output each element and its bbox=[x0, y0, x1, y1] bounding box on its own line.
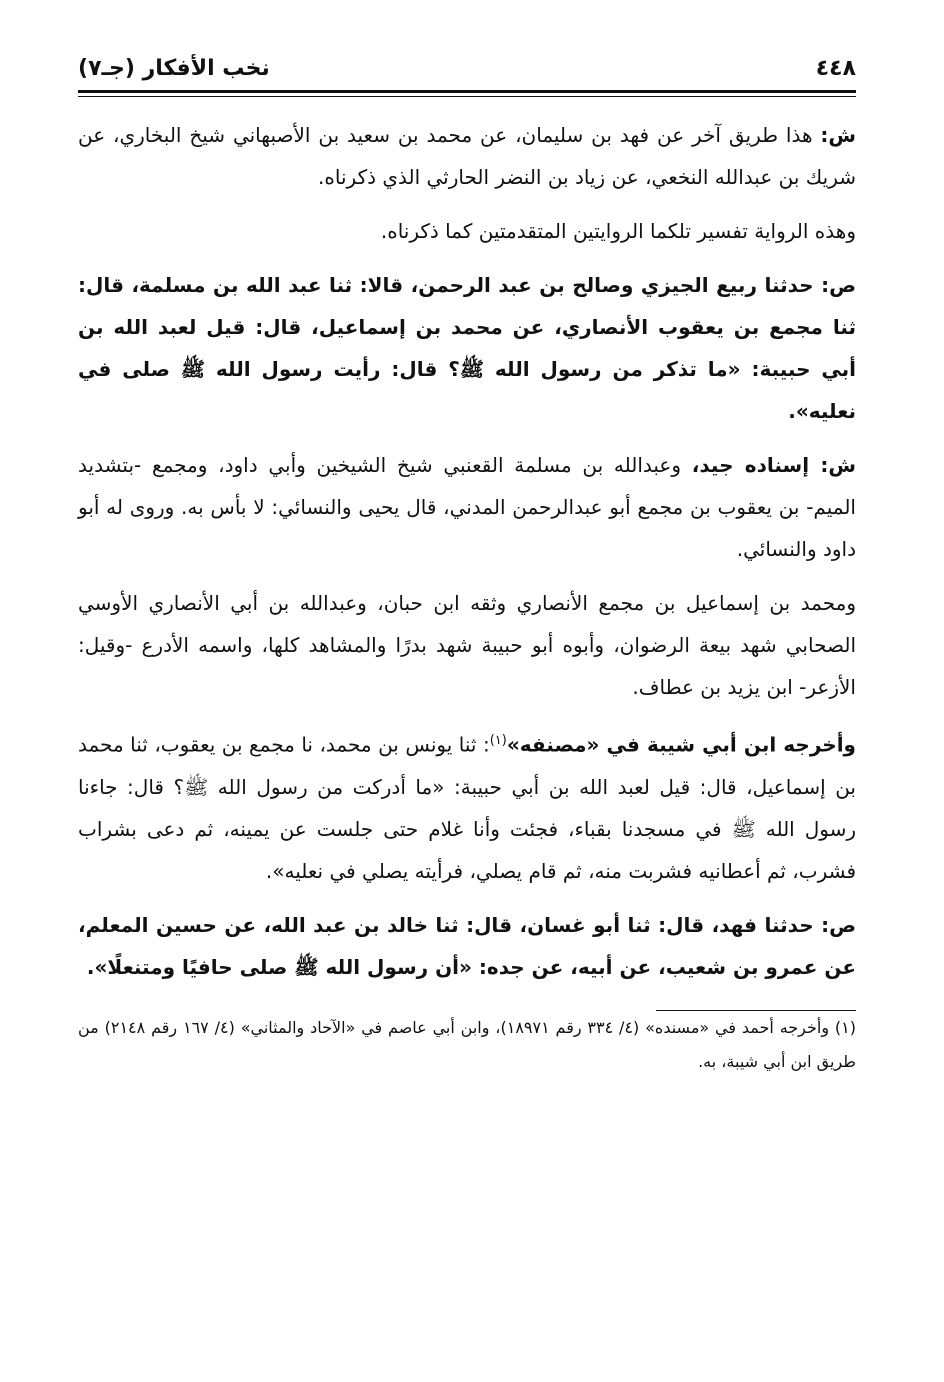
paragraph-text: : ثنا يونس بن محمد، نا مجمع بن يعقوب، ثنا محمد بن إسماعيل، قال: قيل لعبد الله بن أبي حبيبة: «ما أدركت من رسول الله ﷺ؟ قال: جاءنا رسول الله ﷺ في مسجدنا بقباء، فجئت وأنا غلام حتى جلست عن يمينه، ثم دعى بشراب فشرب، ثم أعطانيه فشربت منه، ثم قام يصلي، فرأيته يصلي في نعليه». bbox=[78, 732, 856, 883]
footnotes bbox=[78, 1011, 856, 1079]
paragraph-hadith-2 bbox=[78, 904, 856, 988]
paragraph-text: وعبدالله بن مسلمة القعنبي شيخ الشيخين وأبي داود، ومجمع -بتشديد الميم- بن يعقوب بن مجمع أبو عبدالرحمن المدني، قال يحيى والنسائي: لا بأس به. وروى له أبو داود والنسائي. bbox=[78, 453, 856, 561]
paragraph-text: حدثنا فهد، قال: ثنا أبو غسان، قال: ثنا خالد بن عبد الله، عن حسين المعلم، عن عمرو بن شعيب، عن أبيه، عن جده: «أن رسول الله ﷺ صلى حافيًا ومتنعلًا». bbox=[78, 912, 856, 979]
footnote-marker[interactable]: (١) bbox=[489, 733, 507, 748]
paragraph-narrators bbox=[78, 582, 856, 708]
paragraph-text: هذا طريق آخر عن فهد بن سليمان، عن محمد بن سعيد بن الأصبهاني شيخ البخاري، عن شريك بن عبدالله النخعي، عن زياد بن النضر الحارثي الذي ذكرناه. bbox=[78, 123, 856, 189]
paragraph-hadith-1 bbox=[78, 264, 856, 432]
paragraph-text: حدثنا ربيع الجيزي وصالح بن عبد الرحمن، قالا: ثنا عبد الله بن مسلمة، قال: ثنا مجمع بن يعقوب الأنصاري، عن محمد بن إسماعيل، قال: قيل لعبد الله بن أبي حبيبة: «ما تذكر من رسول الله ﷺ؟ قال: رأيت رسول الله ﷺ صلى في نعليه». bbox=[78, 273, 856, 423]
paragraph-lead: ص: bbox=[821, 912, 856, 937]
header-rule-thin bbox=[78, 96, 856, 97]
page-number: ٤٤٨ bbox=[815, 55, 856, 81]
footnote-1: (١) وأخرجه أحمد في «مسنده» (٤/ ٣٣٤ رقم ١٨٩٧١)، وابن أبي عاصم في «الآحاد والمثاني» (٤/ ١٦٧ رقم ٢١٤٨) من طريق ابن أبي شيبة، به. bbox=[78, 1017, 856, 1071]
paragraph-lead: ص: bbox=[821, 273, 856, 297]
paragraph-takhrij bbox=[78, 720, 856, 892]
paragraph-text: وهذه الرواية تفسير تلكما الروايتين المتقدمتين كما ذكرناه. bbox=[380, 219, 856, 243]
paragraph-lead: ش: إسناده جيد، bbox=[691, 453, 856, 477]
paragraph-commentary-2 bbox=[78, 444, 856, 570]
header-rule-thick bbox=[78, 90, 856, 93]
running-header bbox=[78, 48, 856, 88]
paragraph-lead: وأخرجه ابن أبي شيبة في «مصنفه» bbox=[506, 732, 856, 757]
book-title: نخب الأفكار (جـ٧) bbox=[78, 55, 270, 81]
paragraph-note bbox=[78, 210, 856, 252]
page-body bbox=[78, 114, 856, 1079]
book-page bbox=[78, 40, 856, 1360]
paragraph-commentary-1 bbox=[78, 114, 856, 198]
paragraph-text: ومحمد بن إسماعيل بن مجمع الأنصاري وثقه ابن حبان، وعبدالله بن أبي الأنصاري الأوسي الصحابي شهد بيعة الرضوان، وأبوه أبو حبيبة شهد بدرًا والمشاهد كلها، واسمه الأدرع -وقيل: الأزعر- ابن يزيد بن عطاف. bbox=[78, 591, 856, 699]
paragraph-lead: ش: bbox=[820, 123, 856, 147]
